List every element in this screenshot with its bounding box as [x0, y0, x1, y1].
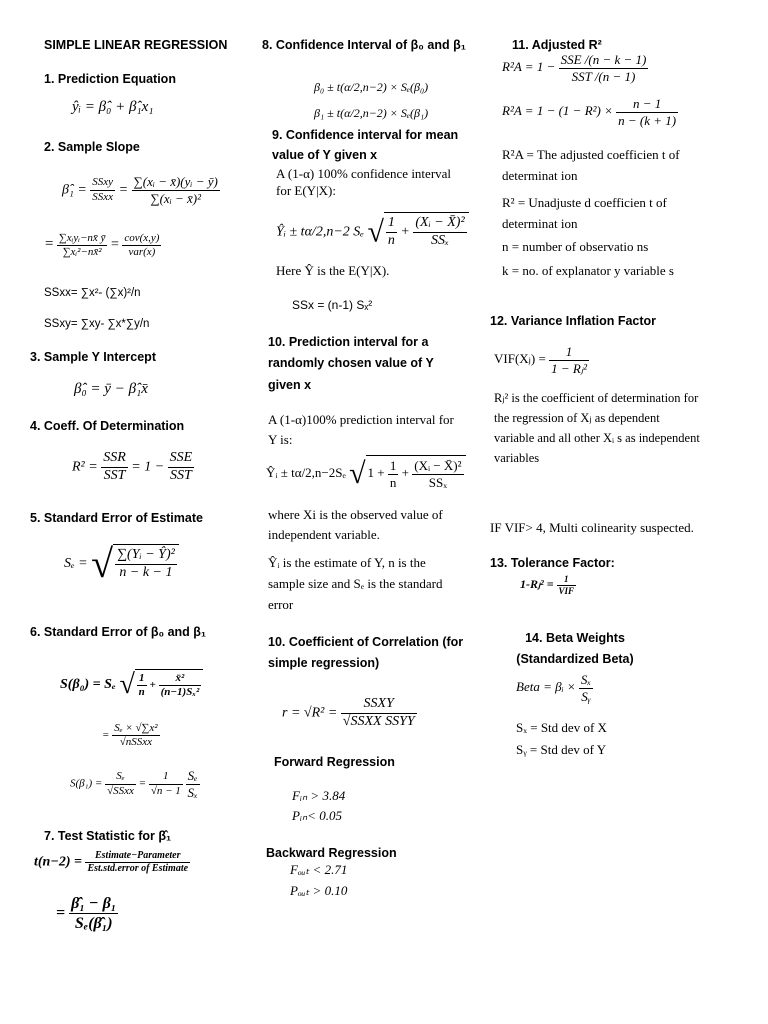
heading-tolerance-factor: 13. Tolerance Factor: — [490, 556, 615, 570]
formula-sample-slope: β̂₁ = $\frac{\text{SSxy}}{\text{SSxx}}$ = $\frac{\text{∑(xᵢ − x̄)(yᵢ − ȳ)}}{\text{∑(xᵢ − x̄)²}}$ — [62, 174, 218, 206]
formula-prediction-equation: ŷᵢ = β̂₀ + β̂₁x₁ — [72, 99, 154, 115]
formula-ssx: SSx = (n-1) Sₓ² — [292, 298, 373, 312]
formula-ssxx: SSxx= ∑x²- (∑x)²/n — [44, 287, 141, 299]
text-sy-def: Sᵧ = Std dev of Y — [516, 742, 607, 757]
text-adjusted-r2-def: R²A = The adjusted coefficien t of determinat ion — [502, 147, 680, 184]
heading-coeff-determination: 4. Coeff. Of Determination — [30, 419, 185, 433]
formula-ci-beta1: β₁ ± t(α/2,n−2) × Sₑ(β₁) — [314, 106, 429, 120]
text-vif-desc: Rⱼ² is the coefficient of determination for the regression of Xⱼ as dependent variable and all other Xᵢ s as independent variables — [494, 391, 700, 465]
formula-beta-weights: Beta = βᵢ × $\frac{\text{Sₓ}}{\text{Sᵧ}}$ — [516, 672, 592, 704]
text-yhat-estimate: Ŷᵢ is the estimate of Y, n is the sample size and Sₑ is the standard error — [268, 555, 443, 612]
text-unadjusted-r2-def: R² = Unadjuste d coefficien t of determinat ion — [502, 195, 667, 232]
text-where-xi: where Xi is the observed value of independent variable. — [268, 507, 443, 543]
heading-vif: 12. Variance Inflation Factor — [490, 314, 657, 328]
heading-confidence-interval-betas: 8. Confidence Interval of β₀ and β₁ — [262, 38, 466, 52]
heading-std-error-betas: 6. Standard Error of β₀ and β₁ — [30, 625, 207, 639]
heading-test-statistic: 7. Test Statistic for β̂₁ — [44, 829, 172, 843]
formula-adjusted-r2: R²A = 1 − $\frac{\text{SSE /(n − k − 1)}}{\text{SST /(n − 1)}}$ — [502, 52, 647, 84]
formula-se-beta0: S(β₀) = Sₑ √ $\frac{1}{n}$ + $\frac{\text{x̄²}}{\text{(n−1)Sₓ²}}$ — [60, 668, 203, 702]
formula-se-beta0-alt: = $\frac{\text{Sₑ × √∑x²}}{\text{√nSSxx}}$ — [102, 722, 158, 749]
formula-adjusted-r2-alt: R²A = 1 − (1 − R²) × $\frac{n - 1}{n - (k + 1)}$ — [502, 96, 677, 128]
text-here-yhat: Here Ŷ is the E(Y|X). — [276, 263, 390, 278]
formula-sample-intercept: β̂₀ = ȳ − β̂₁x̄ — [74, 381, 148, 397]
heading-ci-mean-y: 9. Confidence interval for mean value of Y given x — [272, 128, 459, 162]
heading-backward-regression: Backward Regression — [266, 846, 397, 860]
formula-r-squared: R² = $\frac{\text{SSR}}{\text{SST}}$ = 1 − $\frac{\text{SSE}}{\text{SST}}$ — [72, 450, 193, 483]
value-p-in: Pᵢₙ< 0.05 — [292, 808, 342, 823]
text-n-def: n = number of observatio ns — [502, 239, 649, 254]
formula-vif: VIF(Xⱼ) = $\frac{1}{\text{1 − Rⱼ²}}$ — [494, 344, 587, 376]
formula-ci-mean-y: Ŷᵢ ± tα/2,n−2 Sₑ √ $\frac{1}{n}$ + $\frac{\text{(Xᵢ − X̄)²}}{\text{SSₓ}}$ — [276, 212, 469, 250]
heading-prediction-interval: 10. Prediction interval for a randomly chosen value of Y given x — [268, 335, 434, 392]
text-sx-def: Sₓ = Std dev of X — [516, 720, 607, 735]
text-prediction-interval: A (1-α)100% prediction interval for Y is: — [268, 412, 454, 448]
value-f-in: Fᵢₙ > 3.84 — [292, 788, 346, 803]
text-k-def: k = no. of explanator y variable s — [502, 263, 674, 278]
value-p-out: Pₒᵤₜ > 0.10 — [290, 883, 348, 898]
formula-tolerance: 1-Rⱼ² = $\frac{1}{\text{VIF}}$ — [520, 574, 575, 596]
heading-adjusted-r2: 11. Adjusted R² — [512, 38, 602, 52]
formula-prediction-interval: Ŷᵢ ± tα/2,n−2Sₑ √ 1 + $\frac{1}{n}$ + $\frac{\text{(Xᵢ − X̄)²}}{\text{SSₓ}}$ — [266, 455, 466, 492]
formula-std-error-estimate: Sₑ = √ $\frac{\text{∑(Yᵢ − Ŷ)²}}{n - k - 1}$ — [64, 540, 179, 588]
formula-test-statistic-alt: = $\frac{\text{β̂₁ − β₁}}{\text{Sₑ(β̂₁)}}$ — [56, 895, 117, 933]
formula-test-statistic: t(n−2) = $\frac{\text{Estimate−Parameter}}{\text{Est.std.error of Estimate}}$ — [34, 850, 189, 874]
formula-sample-slope-alt: = $\frac{\text{∑xᵢyᵢ−nx̄ ȳ}}{\text{∑xᵢ²−nx̄²}}$ = $\frac{\text{cov(x,y)}}{\text{var(x)}}$ — [44, 232, 160, 259]
heading-forward-regression: Forward Regression — [274, 755, 395, 769]
heading-std-error-estimate: 5. Standard Error of Estimate — [30, 511, 203, 525]
heading-coeff-correlation: 10. Coefficient of Correlation (for simple regression) — [268, 635, 464, 671]
formula-se-beta1: S(β₁) = $\frac{\text{Sₑ}}{\text{√SSxx}}$ = $\frac{1}{√n - 1}$ $\frac{\text{Sₑ}}{\text{Sₓ}}$ — [70, 768, 198, 800]
heading-prediction-equation: 1. Prediction Equation — [44, 72, 176, 86]
text-ci-mean-y: A (1-α) 100% confidence interval for E(Y|X): — [276, 166, 452, 198]
formula-ci-beta0: β₀ ± t(α/2,n−2) × Sₑ(β₀) — [314, 80, 429, 94]
heading-sample-slope: 2. Sample Slope — [44, 140, 140, 154]
formula-correlation: r = √R² = $\frac{\text{SSXY}}{\text{√SSXX SSYY}}$ — [282, 696, 415, 729]
formula-ssxy: SSxy= ∑xy- ∑x*∑y/n — [44, 318, 150, 330]
heading-sample-intercept: 3. Sample Y Intercept — [30, 350, 156, 364]
value-f-out: Fₒᵤₜ < 2.71 — [290, 862, 348, 877]
text-vif-rule: IF VIF> 4, Multi colinearity suspected. — [490, 520, 694, 535]
doc-title: SIMPLE LINEAR REGRESSION — [44, 38, 228, 52]
heading-beta-weights: 14. Beta Weights (Standardized Beta) — [516, 631, 634, 667]
